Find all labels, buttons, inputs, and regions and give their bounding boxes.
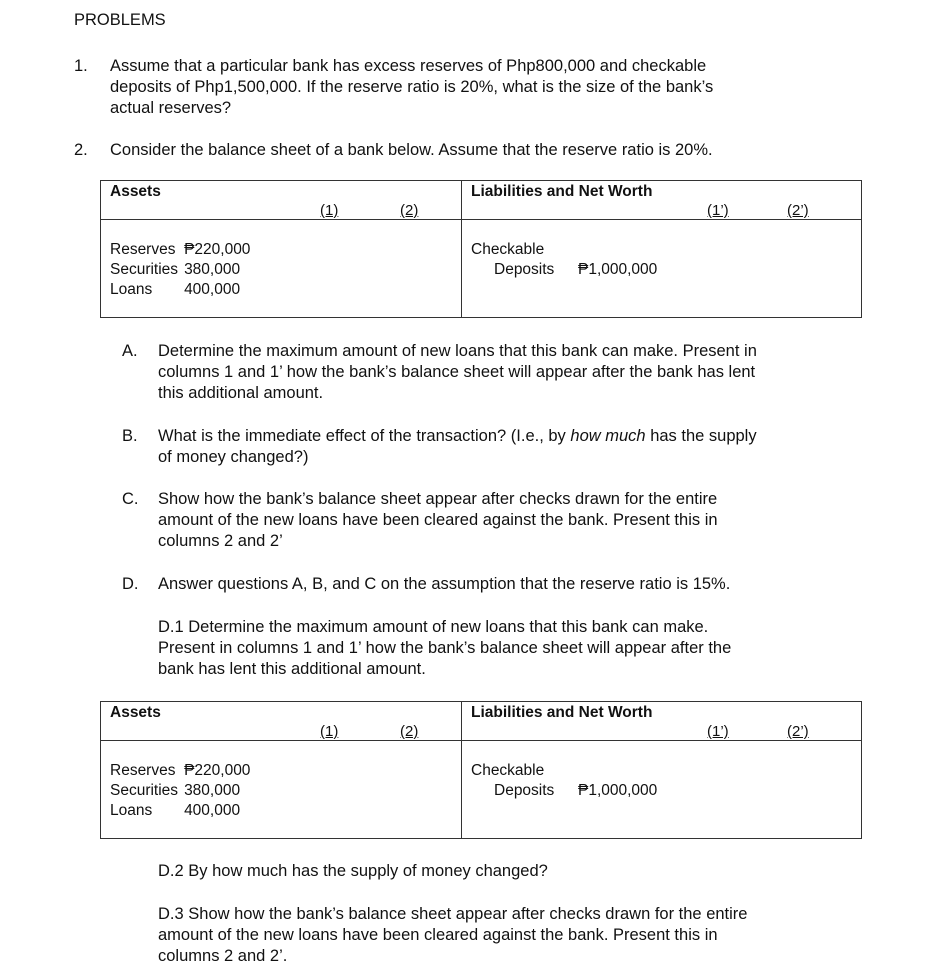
question-a-line: Determine the maximum amount of new loans that this bank can make. Present in [158, 342, 757, 360]
question-b-letter: B. [122, 427, 138, 445]
table-row [110, 240, 256, 260]
liabilities-deposits-value: ₱1,000,000 [578, 782, 658, 799]
liabilities-header: Liabilities and Net Worth [471, 704, 653, 721]
liabilities-checkable: Checkable [471, 241, 545, 258]
asset-label: Loans [110, 802, 153, 819]
assets-header: Assets [110, 183, 161, 200]
question-b-text [158, 426, 757, 468]
question-b-line: of money changed?) [158, 448, 309, 466]
problem-2-text: Consider the balance sheet of a bank below. Assume that the reserve ratio is 20%. [110, 141, 713, 159]
assets-list [110, 761, 256, 821]
page-title: PROBLEMS [74, 11, 166, 29]
liabilities-deposits-label: Deposits [494, 782, 555, 799]
assets-list [110, 240, 256, 300]
table-row [110, 781, 256, 801]
question-d3-text [158, 904, 747, 967]
problem-1-text [110, 56, 713, 119]
question-d1-text [158, 617, 731, 680]
question-d3-line: amount of the new loans have been cleared against the bank. Present this in [158, 926, 718, 944]
question-d2-text: D.2 By how much has the supply of money changed? [158, 862, 548, 880]
question-c-line: amount of the new loans have been cleared against the bank. Present this in [158, 511, 718, 529]
problem-1-line: actual reserves? [110, 99, 232, 117]
liabilities-deposits-label: Deposits [494, 261, 555, 278]
asset-label: Reserves [110, 762, 176, 779]
asset-label: Securities [110, 782, 179, 799]
asset-value: 380,000 [184, 261, 241, 278]
liabilities-checkable: Checkable [471, 762, 545, 779]
table-header-divider [101, 740, 861, 741]
asset-label: Loans [110, 281, 153, 298]
asset-value: ₱220,000 [184, 762, 251, 779]
column-1-prime-label: (1’) [707, 723, 729, 740]
asset-label: Reserves [110, 241, 176, 258]
table-row [110, 761, 256, 781]
question-c-letter: C. [122, 490, 139, 508]
column-2-label: (2) [400, 202, 419, 219]
asset-value: 400,000 [184, 802, 241, 819]
column-1-prime-label: (1’) [707, 202, 729, 219]
question-b-emphasis: how much [570, 427, 646, 445]
table-row [110, 801, 256, 821]
asset-value: ₱220,000 [184, 241, 251, 258]
problem-2-number: 2. [74, 141, 88, 159]
table-row [110, 260, 256, 280]
question-a-letter: A. [122, 342, 138, 360]
table-column-divider [461, 702, 462, 838]
column-1-label: (1) [320, 723, 339, 740]
problem-1-line: Assume that a particular bank has excess reserves of Php800,000 and checkable [110, 57, 707, 75]
question-d-letter: D. [122, 575, 139, 593]
asset-value: 380,000 [184, 782, 241, 799]
question-c-line: Show how the bank’s balance sheet appear after checks drawn for the entire [158, 490, 718, 508]
question-b-line [158, 426, 757, 447]
question-d1-line: Present in columns 1 and 1’ how the bank’s balance sheet will appear after the [158, 639, 732, 657]
question-d1-line: D.1 Determine the maximum amount of new loans that this bank can make. [158, 618, 709, 636]
question-c-line: columns 2 and 2’ [158, 532, 283, 550]
question-d3-line: columns 2 and 2’. [158, 947, 288, 965]
liabilities-deposits-value: ₱1,000,000 [578, 261, 658, 278]
column-1-label: (1) [320, 202, 339, 219]
question-c-text [158, 489, 718, 552]
problem-1-number: 1. [74, 57, 88, 75]
table-row [110, 280, 256, 300]
problem-1-line: deposits of Php1,500,000. If the reserve ratio is 20%, what is the size of the bank’s [110, 78, 714, 96]
balance-sheet-table-2 [100, 701, 862, 839]
balance-sheet-table-1 [100, 180, 862, 318]
question-d1-line: bank has lent this additional amount. [158, 660, 426, 678]
column-2-label: (2) [400, 723, 419, 740]
question-b-post: has the supply [645, 427, 757, 445]
assets-header: Assets [110, 704, 161, 721]
column-2-prime-label: (2’) [787, 723, 809, 740]
table-header-divider [101, 219, 861, 220]
question-b-pre: What is the immediate effect of the transaction? (I.e., by [158, 427, 571, 445]
question-d-text: Answer questions A, B, and C on the assumption that the reserve ratio is 15%. [158, 575, 731, 593]
table-column-divider [461, 181, 462, 317]
question-a-line: this additional amount. [158, 384, 324, 402]
question-d3-line: D.3 Show how the bank’s balance sheet appear after checks drawn for the entire [158, 905, 748, 923]
asset-label: Securities [110, 261, 179, 278]
column-2-prime-label: (2’) [787, 202, 809, 219]
liabilities-header: Liabilities and Net Worth [471, 183, 653, 200]
asset-value: 400,000 [184, 281, 241, 298]
question-a-line: columns 1 and 1’ how the bank’s balance sheet will appear after the bank has lent [158, 363, 756, 381]
question-a-text [158, 341, 757, 404]
